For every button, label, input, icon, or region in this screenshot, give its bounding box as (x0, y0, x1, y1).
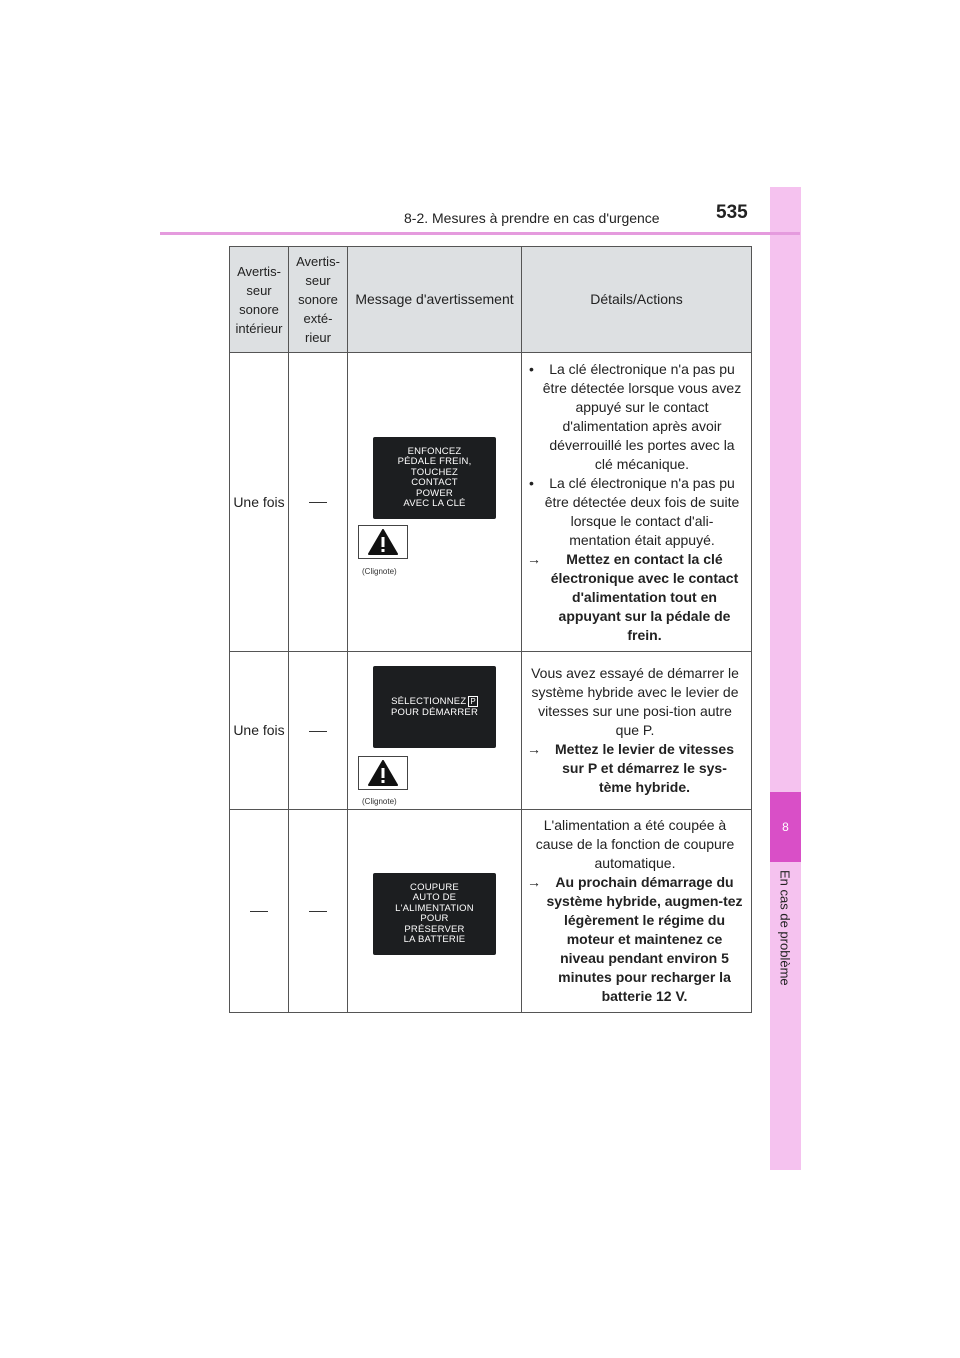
dash-mark (250, 911, 268, 912)
master-warning-icon (358, 756, 408, 790)
table-row (230, 353, 752, 652)
screen-line: POUR DÉMARRER (390, 706, 479, 718)
details-cell (522, 353, 752, 652)
screen-line: COUPURE (410, 881, 459, 893)
master-warning-icon (358, 525, 408, 559)
warning-message-cell (348, 810, 522, 1013)
warning-table (229, 246, 752, 1013)
screen-line (391, 696, 478, 708)
screen-line: POWER (416, 487, 453, 499)
screen-line: PRÉSERVER (404, 923, 465, 935)
warning-message-cell (348, 353, 522, 652)
interior-buzzer-cell: Une fois (230, 652, 289, 810)
section-title: 8-2. Mesures à prendre en cas d'urgence (404, 210, 660, 226)
table-header-row (230, 247, 752, 353)
blink-label: (Clignote) (362, 567, 397, 576)
screen-line: LA BATTERIE (403, 934, 466, 945)
col-header-details-actions: Détails/Actions (522, 247, 752, 353)
screen-line: L'ALIMENTATION (395, 902, 474, 914)
chapter-side-tab (770, 187, 801, 1170)
detail-action: → Au prochain démarrage du système hybride, augmen-tez légèrement le régime du moteur et maintenez ce niveau pendant environ 5 minutes pour recharger la batterie 12 V. (527, 873, 743, 1006)
table-row (230, 810, 752, 1013)
exterior-buzzer-cell (289, 810, 348, 1013)
col-header-warning-message: Message d'avertissement (348, 247, 522, 353)
detail-action: → Mettez le levier de vitesses sur P et démarrez le sys-tème hybride. (527, 740, 743, 797)
dash-mark (309, 502, 327, 503)
p-position-box: P (470, 697, 476, 706)
screen-line: POUR (420, 913, 449, 924)
details-cell (522, 810, 752, 1013)
blink-label: (Clignote) (362, 797, 397, 806)
screen-line: CONTACT (411, 477, 458, 488)
page-number: 535 (716, 202, 748, 223)
screen-line: PÉDALE FREIN, (397, 456, 472, 467)
interior-buzzer-cell: Une fois (230, 353, 289, 652)
screen-line: AUTO DE (412, 892, 457, 903)
chapter-label: En cas de problème (777, 870, 793, 986)
details-cell (522, 652, 752, 810)
display-screen-select-p (373, 666, 496, 748)
screen-line: AVEC LA CLÉ (403, 498, 466, 509)
detail-action: → Mettez en contact la clé électronique avec le contact d'alimentation tout en appuyant sur la pédale de frein. (527, 550, 743, 645)
screen-line: TOUCHEZ (410, 466, 459, 478)
dash-mark (309, 911, 327, 912)
detail-bullet: • La clé électronique n'a pas pu être détectée lorsque vous avez appuyé sur le contact d'alimentation après avoir déverrouillé les portes avec la clé mécanique. (527, 360, 743, 474)
chapter-number: 8 (770, 792, 801, 862)
exterior-buzzer-cell (289, 353, 348, 652)
detail-bullet: • La clé électronique n'a pas pu être détectée deux fois de suite lorsque le contact d'ali-mentation était appuyé. (527, 474, 743, 550)
col-header-interior-buzzer: Avertis-seur sonore intérieur (230, 247, 289, 353)
header-rule (160, 232, 800, 235)
table-row (230, 652, 752, 810)
col-header-exterior-buzzer: Avertis-seur sonore exté-rieur (289, 247, 348, 353)
warning-message-cell (348, 652, 522, 810)
display-screen-key-not-detected (373, 437, 496, 519)
screen-text: SÉLECTIONNEZ (391, 696, 467, 707)
interior-buzzer-cell (230, 810, 289, 1013)
detail-text: L'alimentation a été coupée à cause de la fonction de coupure automatique. (535, 817, 735, 871)
screen-line: ENFONCEZ (407, 445, 462, 457)
display-screen-auto-power-off (373, 873, 496, 955)
exterior-buzzer-cell (289, 652, 348, 810)
dash-mark (309, 731, 327, 732)
detail-text: Vous avez essayé de démarrer le système hybride avec le levier de vitesses sur une posi-tion autre que P. (531, 665, 739, 738)
